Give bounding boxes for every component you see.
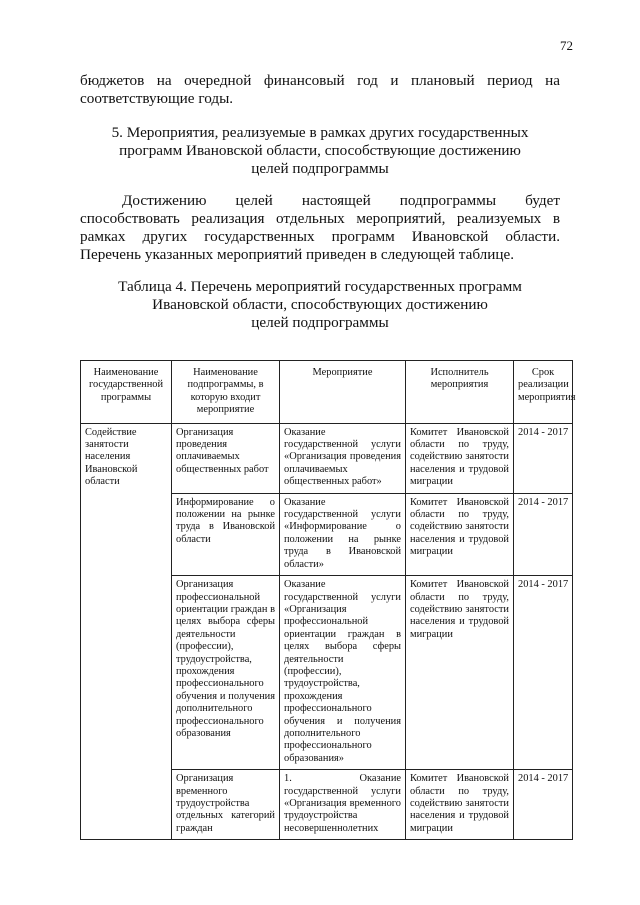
header-program: Наименование государственной программы [81,361,172,424]
body-paragraph [80,192,560,264]
period-cell: 2014 - 2017 [514,493,573,575]
period-cell: 2014 - 2017 [514,576,573,770]
intro-line: бюджетов на очередной финансовый год и плановый период на [80,72,560,89]
table-row [81,423,573,493]
body-line: способствовать реализация отдельных мероприятий, реализуемых в [80,210,560,227]
intro-paragraph [80,72,560,108]
activity-cell: Оказание государственной услуги «Организация проведения оплачиваемых общественных работ» [280,423,406,493]
executor-cell: Комитет Ивановской области по труду, содействию занятости населения и трудовой миграции [406,576,514,770]
program-cell: Содействие занятости населения Ивановской области [81,423,172,840]
section-heading-line: программ Ивановской области, способствующие достижению [119,142,521,159]
intro-line: соответствующие годы. [80,90,234,107]
subprogram-cell: Организация проведения оплачиваемых общественных работ [172,423,280,493]
period-cell: 2014 - 2017 [514,770,573,840]
table-caption-line: целей подпрограммы [251,314,389,331]
executor-cell: Комитет Ивановской области по труду, содействию занятости населения и трудовой миграции [406,770,514,840]
section-heading-line: целей подпрограммы [251,160,389,177]
page-number: 72 [560,38,573,53]
table-caption-line: Ивановской области, способствующих достижению [152,296,488,313]
table-caption [80,278,560,332]
section-heading [80,124,560,178]
subprogram-cell: Организация временного трудоустройства отдельных категорий граждан [172,770,280,840]
body-line: рамках других государственных программ Ивановской области. [80,228,560,245]
activity-cell: Оказание государственной услуги «Организация профессиональной ориентации граждан в целях выбора сферы деятельности (профессии), трудоустройства, прохождения профессионального обучения и получения дополнительного профессионального образования» [280,576,406,770]
body-line: Достижению целей настоящей подпрограммы будет [122,192,560,209]
period-cell: 2014 - 2017 [514,423,573,493]
programs-table [80,360,576,840]
header-period: Срок реализации мероприятия [514,361,573,424]
body-line: Перечень указанных мероприятий приведен в следующей таблице. [80,246,515,263]
header-subprogram: Наименование подпрограммы, в которую входит мероприятие [172,361,280,424]
subprogram-cell: Информирование о положении на рынке труда в Ивановской области [172,493,280,575]
executor-cell: Комитет Ивановской области по труду, содействию занятости населения и трудовой миграции [406,493,514,575]
header-activity: Мероприятие [280,361,406,424]
table-header-row [81,361,573,424]
table-caption-line: Таблица 4. Перечень мероприятий государственных программ [118,278,522,295]
executor-cell: Комитет Ивановской области по труду, содействию занятости населения и трудовой миграции [406,423,514,493]
activity-cell: 1. Оказание государственной услуги «Организация временного трудоустройства несовершеннолетних [280,770,406,840]
subprogram-cell: Организация профессиональной ориентации граждан в целях выбора сферы деятельности (профессии), трудоустройства, прохождения профессионального обучения и получения дополнительного профессионального образования [172,576,280,770]
activity-cell: Оказание государственной услуги «Информирование о положении на рынке труда в Ивановской области» [280,493,406,575]
section-heading-line: 5. Мероприятия, реализуемые в рамках других государственных [111,124,529,141]
header-executor: Исполнитель мероприятия [406,361,514,424]
